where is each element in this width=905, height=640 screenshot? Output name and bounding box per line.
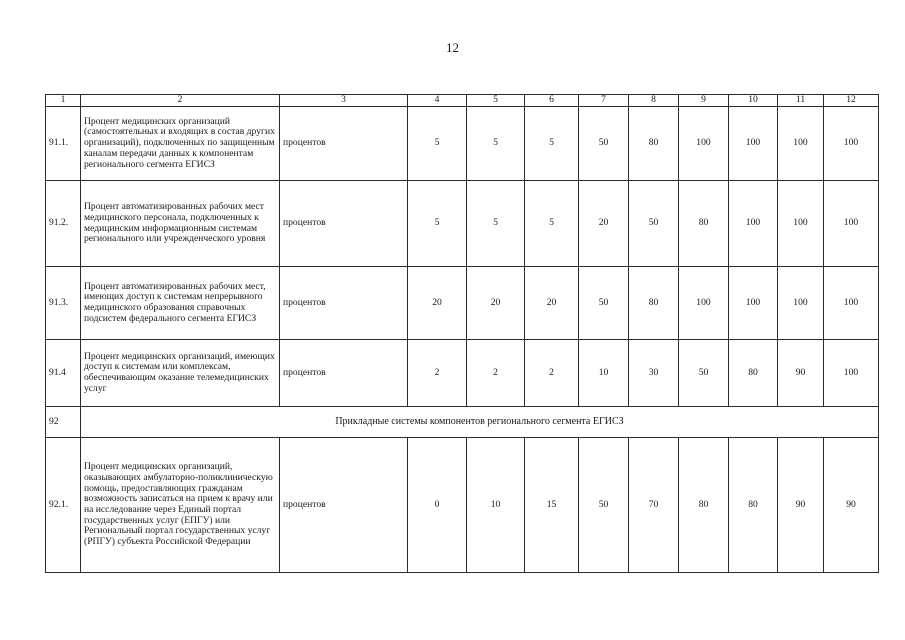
header-row: [46, 95, 879, 107]
row-number: 91.4: [46, 340, 81, 407]
value-cell: 80: [629, 267, 679, 340]
column-header: 7: [579, 95, 629, 107]
unit: процентов: [280, 107, 408, 181]
value-cell: 80: [629, 107, 679, 181]
indicator-name: Процент медицинских организаций, имеющих доступ к системам или комплексам, обеспечивающим оказание телемедицинских услуг: [81, 340, 280, 407]
section-row: [46, 407, 879, 438]
value-cell: 100: [679, 107, 729, 181]
value-cell: 2: [525, 340, 579, 407]
value-cell: 0: [408, 438, 467, 573]
unit: процентов: [280, 181, 408, 267]
value-cell: 5: [467, 107, 525, 181]
value-cell: 5: [525, 107, 579, 181]
value-cell: 70: [629, 438, 679, 573]
indicator-name: Процент медицинских организаций (самостоятельных и входящих в состав других организаций), подключенных по защищенным каналам передачи данных к компонентам регионального сегмента ЕГИСЗ: [81, 107, 280, 181]
value-cell: 50: [579, 267, 629, 340]
value-cell: 100: [824, 181, 879, 267]
value-cell: 10: [467, 438, 525, 573]
column-header: 2: [81, 95, 280, 107]
column-header: 4: [408, 95, 467, 107]
section-number: 92: [46, 407, 81, 438]
value-cell: 100: [778, 107, 824, 181]
unit: процентов: [280, 267, 408, 340]
column-header: 11: [778, 95, 824, 107]
column-header: 9: [679, 95, 729, 107]
value-cell: 2: [467, 340, 525, 407]
value-cell: 50: [579, 107, 629, 181]
value-cell: 90: [778, 340, 824, 407]
value-cell: 100: [679, 267, 729, 340]
value-cell: 80: [729, 438, 778, 573]
value-cell: 30: [629, 340, 679, 407]
column-header: 6: [525, 95, 579, 107]
table-row: [46, 107, 879, 181]
value-cell: 100: [824, 340, 879, 407]
value-cell: 100: [778, 181, 824, 267]
unit: процентов: [280, 438, 408, 573]
value-cell: 20: [579, 181, 629, 267]
column-header: 8: [629, 95, 679, 107]
value-cell: 20: [525, 267, 579, 340]
column-header: 3: [280, 95, 408, 107]
value-cell: 10: [579, 340, 629, 407]
row-number: 91.1.: [46, 107, 81, 181]
value-cell: 100: [729, 107, 778, 181]
value-cell: 2: [408, 340, 467, 407]
page-number: 12: [446, 40, 459, 55]
value-cell: 90: [824, 438, 879, 573]
value-cell: 100: [729, 181, 778, 267]
column-header: 10: [729, 95, 778, 107]
value-cell: 5: [525, 181, 579, 267]
row-number: 91.3.: [46, 267, 81, 340]
table-row: [46, 438, 879, 573]
column-header: 12: [824, 95, 879, 107]
row-number: 91.2.: [46, 181, 81, 267]
column-header: 1: [46, 95, 81, 107]
value-cell: 100: [729, 267, 778, 340]
table-row: [46, 267, 879, 340]
row-number: 92.1.: [46, 438, 81, 573]
value-cell: 100: [778, 267, 824, 340]
indicator-name: Процент автоматизированных рабочих мест, имеющих доступ к системам непрерывного медицинского образования справочных подсистем федерального сегмента ЕГИСЗ: [81, 267, 280, 340]
value-cell: 50: [679, 340, 729, 407]
table-row: [46, 181, 879, 267]
value-cell: 80: [729, 340, 778, 407]
value-cell: 50: [629, 181, 679, 267]
value-cell: 5: [467, 181, 525, 267]
table-row: [46, 340, 879, 407]
indicators-table: [45, 94, 879, 573]
value-cell: 20: [467, 267, 525, 340]
value-cell: 5: [408, 181, 467, 267]
value-cell: 20: [408, 267, 467, 340]
value-cell: 50: [579, 438, 629, 573]
column-header: 5: [467, 95, 525, 107]
value-cell: 90: [778, 438, 824, 573]
value-cell: 80: [679, 181, 729, 267]
value-cell: 100: [824, 107, 879, 181]
value-cell: 15: [525, 438, 579, 573]
indicator-name: Процент автоматизированных рабочих мест медицинского персонала, подключенных к медицинским информационным системам регионального или учрежденческого уровня: [81, 181, 280, 267]
value-cell: 5: [408, 107, 467, 181]
unit: процентов: [280, 340, 408, 407]
value-cell: 80: [679, 438, 729, 573]
indicator-name: Процент медицинских организаций, оказывающих амбулаторно-поликлиническую помощь, предоставляющих гражданам возможность записаться на прием к врачу или на исследование через Единый портал государственных услуг (ЕПГУ) или Региональный портал государственных услуг (РПГУ) субъекта Российской Федерации: [81, 438, 280, 573]
value-cell: 100: [824, 267, 879, 340]
section-title: Прикладные системы компонентов регионального сегмента ЕГИСЗ: [81, 407, 879, 438]
